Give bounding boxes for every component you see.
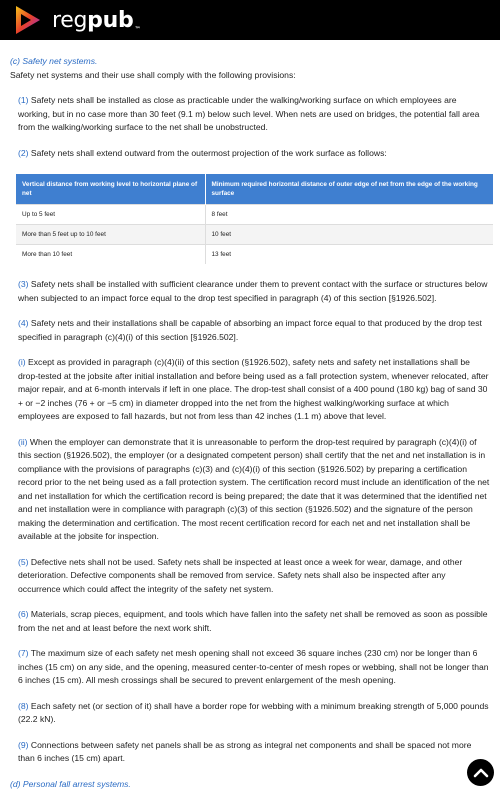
provision-number: (9): [18, 739, 29, 750]
provision-3: [10, 278, 490, 305]
net-distance-table: [16, 174, 493, 264]
provision-9: [10, 739, 490, 766]
provision-5: [10, 556, 490, 597]
regpub-logo-icon[interactable]: [10, 3, 44, 37]
provision-2: [10, 147, 490, 161]
brand-trademark: ™: [134, 25, 141, 33]
regulation-content[interactable]: [0, 40, 500, 800]
app-header: [0, 0, 500, 40]
provision-text: The maximum size of each safety net mesh opening shall not exceed 36 square inches (230 cm) nor be longer than 6 inches (15 cm) on any side, and the opening, measured center-to-center of mesh ropes or webbing, shall not be longer than 6 inches (15 cm). All mesh crossings shall be secured to prevent enlargement of the mesh opening.: [18, 648, 489, 685]
section-d-heading: (d) Personal fall arrest systems.: [10, 778, 131, 789]
table-cell: 8 feet: [205, 204, 493, 224]
provision-8: [10, 700, 490, 727]
provision-number: (5): [18, 556, 29, 567]
provision-text: Defective nets shall not be used. Safety nets shall be inspected at least once a week for wear, damage, and other deterioration. Defective components shall be removed from service. Safety nets shall also be inspected after any occurrence which could affect the integrity of the safety net system.: [18, 556, 463, 594]
scroll-to-top-button[interactable]: [467, 759, 494, 786]
provision-7: [10, 647, 490, 688]
section-c-intro: Safety net systems and their use shall comply with the following provisions:: [10, 69, 296, 80]
provision-number: (3): [18, 279, 29, 289]
provision-text: Each safety net (or section of it) shall have a border rope for webbing with a minimum breaking strength of 5,000 pounds (22.2 kN).: [18, 700, 489, 724]
provision-1: [10, 94, 490, 135]
provision-text: Connections between safety net panels shall be as strong as integral net components and shall be spaced not more than 6 inches (15 cm) apart.: [18, 739, 472, 763]
provision-text: Materials, scrap pieces, equipment, and tools which have fallen into the safety net shall be removed as soon as possible from the net and at least before the next work shift.: [18, 609, 488, 633]
provision-number: (8): [18, 700, 29, 711]
provision-text: Safety nets shall be installed with sufficient clearance under them to prevent contact with the surface or structures below when subjected to an impact force equal to the drop test specified in paragraph (4) of this section [§1926.502].: [18, 279, 488, 303]
table-header-vertical: Vertical distance from working level to horizontal plane of net: [16, 174, 205, 204]
table-cell: More than 10 feet: [16, 244, 205, 264]
section-c-heading: (c) Safety net systems.: [10, 56, 98, 66]
provision-text: When the employer can demonstrate that it is unreasonable to perform the drop-test required by paragraph (c)(4)(i) of this section (§1926.502), the employer (or a designated competent person) shall certify that the net and net installation is in compliance with the provisions of paragraphs (c)(3) and (c)(4)(i) of this section (§1926.502) by preparing a certification record prior to the net being used as a fall protection system. The certification record must include an identification of the net and net installation for which the certification record is being prepared; the date that it was determined that the identified net and net installation were in compliance with paragraph (c)(3) of this section (§1926.502) and the signature of the person making the determination and certification. The most recent certification record for each net and net installation shall be available at the jobsite for inspection.: [18, 436, 490, 541]
brand-reg: reg: [52, 7, 88, 33]
provision-number: (i): [18, 357, 26, 367]
table-header-horizontal: Minimum required horizontal distance of outer edge of net from the edge of the working surface: [205, 174, 493, 204]
provision-number: (1): [18, 95, 29, 105]
provision-number: (ii): [18, 436, 28, 447]
table-row: [16, 204, 493, 224]
provision-6: [10, 608, 490, 635]
chevron-up-icon: [473, 765, 489, 781]
table-row: [16, 244, 493, 264]
provision-number: (6): [18, 609, 29, 619]
provision-text: Safety nets and their installations shall be capable of absorbing an impact force equal to that produced by the drop test specified in paragraph (c)(4)(i) of this section [§1926.502].: [18, 318, 482, 342]
provision-number: (2): [18, 147, 29, 158]
provision-number: (7): [18, 648, 29, 658]
provision-4-ii: [10, 436, 490, 544]
brand-name[interactable]: [52, 8, 140, 33]
table-cell: Up to 5 feet: [16, 204, 205, 224]
provision-text: Safety nets shall extend outward from the outermost projection of the work surface as follows:: [28, 147, 387, 158]
provision-4: [10, 317, 490, 344]
table-cell: 13 feet: [205, 244, 493, 264]
table-cell: More than 5 feet up to 10 feet: [16, 224, 205, 244]
table-row: [16, 224, 493, 244]
provision-text: Except as provided in paragraph (c)(4)(ii) of this section (§1926.502), safety nets and safety net installations shall be drop-tested at the jobsite after initial installation and before being used as a fall protection system, whenever relocated, after major repair, and at 6-month intervals if left in one place. The drop-test shall consist of a 400 pound (180 kg) bag of sand 30 + or −2 inches (76 + or −5 cm) in diameter dropped into the net from the highest walking/working surface at which employees are exposed to fall hazards, but not from less than 42 inches (1.1 m) above that level.: [18, 357, 489, 421]
brand-pub: pub: [87, 7, 134, 33]
table-cell: 10 feet: [205, 224, 493, 244]
provision-4-i: [10, 356, 490, 424]
provision-number: (4): [18, 318, 29, 328]
provision-text: Safety nets shall be installed as close as practicable under the walking/working surface on which employees are working, but in no case more than 30 feet (9.1 m) below such level. When nets are used on bridges, the potential fall area from the walking/working surface to the net shall be unobstructed.: [18, 95, 480, 132]
